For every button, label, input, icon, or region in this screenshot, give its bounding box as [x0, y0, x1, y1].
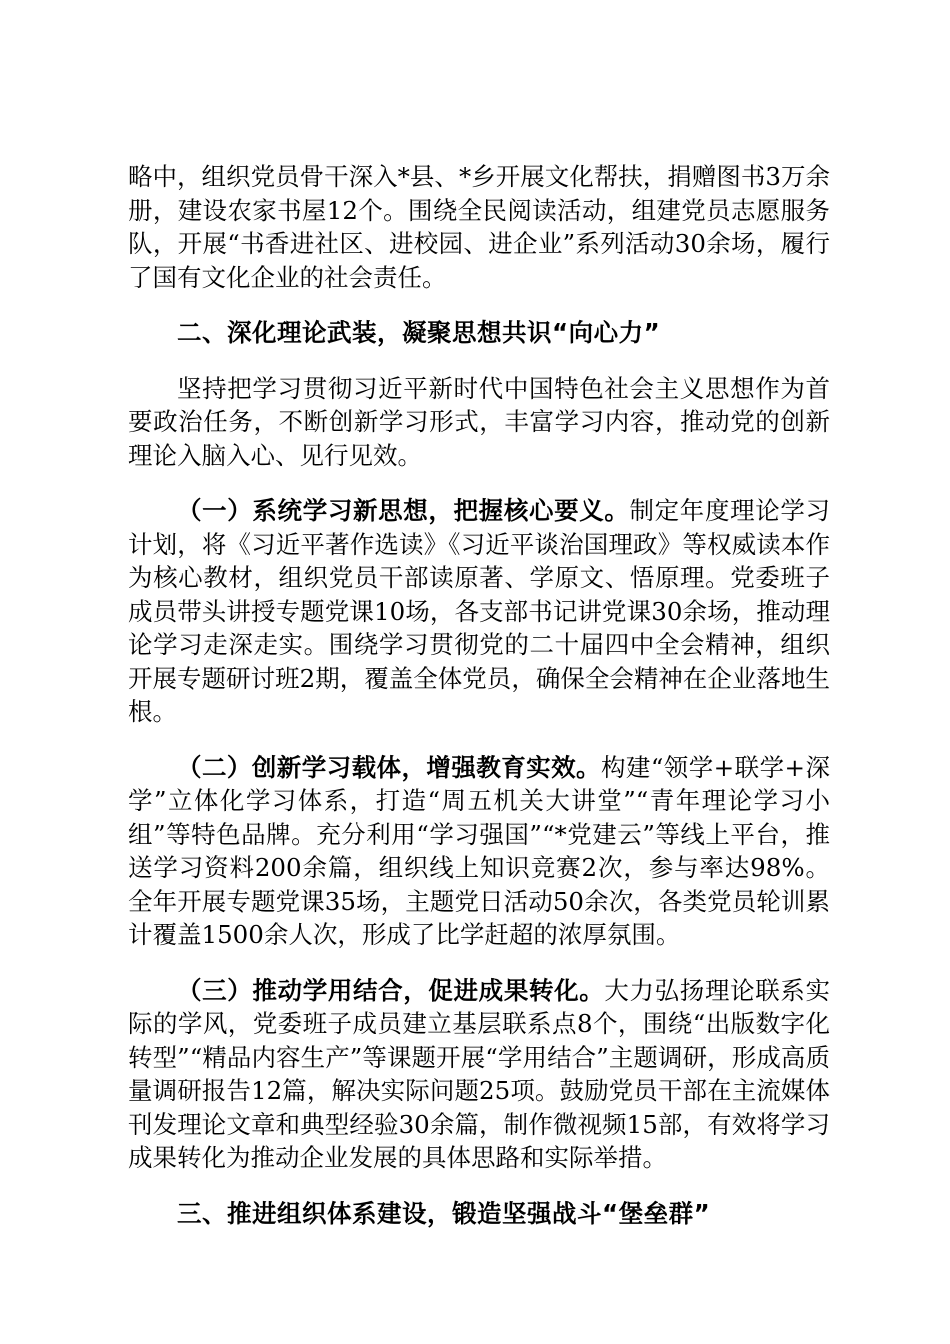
subsection-2-lead: （二）创新学习载体，增强教育实效。 — [177, 752, 601, 782]
subsection-2-body: 构建“领学+联学+深学”立体化学习体系，打造“周五机关大讲堂”“青年理论学习小组”等特色品牌。充分利用“学习强国”“*党建云”等线上平台，推送学习资料200余篇，组织线上知识竞赛2次，参与率达98%。全年开展专题党课35场，主题党日活动50余次，各类党员轮训累计覆盖1500余人次，形成了比学赶超的浓厚氛围。 — [128, 752, 830, 949]
section-heading-3: 三、推进组织体系建设，锻造坚强战斗“堡垒群” — [177, 1198, 711, 1228]
subsection-1-body: 制定年度理论学习计划，将《习近平著作选读》《习近平谈治国理政》等权威读本作为核心教材，组织党员干部读原著、学原文、悟原理。党委班子成员带头讲授专题党课10场，各支部书记讲党课30余场，推动理论学习走深走实。围绕学习贯彻党的二十届四中全会精神，组织开展专题研讨班2期，覆盖全体党员，确保全会精神在企业落地生根。 — [128, 496, 831, 726]
document-page — [128, 160, 830, 1252]
subsection-3-lead: （三）推动学用结合，促进成果转化。 — [177, 975, 605, 1005]
subsection-1-lead: （一）系统学习新思想，把握核心要义。 — [177, 496, 630, 525]
subsection-1-paragraph — [128, 494, 830, 729]
subsection-3-body: 大力弘扬理论联系实际的学风，党委班子成员建立基层联系点8个，围绕“出版数字化转型”“精品内容生产”等课题开展“学用结合”主题调研，形成高质量调研报告12篇，解决实际问题25项。鼓励党员干部在主流媒体刊发理论文章和典型经验30余篇，制作微视频15部，有效将学习成果转化为推动企业发展的具体思路和实际举措。 — [128, 975, 831, 1172]
subsection-2-paragraph — [128, 751, 830, 952]
continued-paragraph: 略中，组织党员骨干深入*县、*乡开展文化帮扶，捐赠图书3万余册，建设农家书屋12个。围绕全民阅读活动，组建党员志愿服务队，开展“书香进社区、进校园、进企业”系列活动30余场，履行了国有文化企业的社会责任。 — [128, 162, 830, 292]
subsection-3-paragraph — [128, 974, 830, 1175]
section-heading-2: 二、深化理论武装，凝聚思想共识“向心力” — [177, 318, 661, 347]
section-2-intro-paragraph: 坚持把学习贯彻习近平新时代中国特色社会主义思想作为首要政治任务，不断创新学习形式，丰富学习内容，推动党的创新理论入脑入心、见行见效。 — [128, 373, 830, 470]
